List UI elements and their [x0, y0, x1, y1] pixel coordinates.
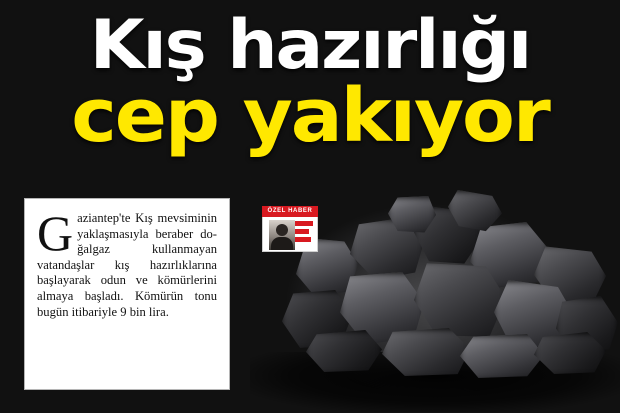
ozel-haber-badge	[262, 206, 318, 252]
badge-label: ÖZEL HABER	[262, 206, 318, 217]
badge-bar-icon	[295, 237, 311, 242]
article-textbox	[24, 198, 230, 390]
headline	[0, 0, 620, 159]
badge-bar-icon	[295, 229, 309, 234]
badge-body	[262, 217, 318, 252]
badge-bars	[295, 221, 313, 245]
headline-line-1: Kış hazırlığı	[89, 6, 531, 85]
article-body: aziantep'te Kış mevsiminin yaklaşmasıyla beraber doğalgaz kullanmayan vatandaşlar kış hazırlıklarına başlayarak odun ve kömürlerini almaya başladı. Kömürün tonu bugün itibariyle 9 bin lira.	[37, 211, 217, 319]
headline-line-2: cep yakıyor	[71, 73, 549, 159]
reporter-avatar-icon	[269, 220, 295, 250]
badge-bar-icon	[295, 221, 313, 226]
drop-cap: G	[37, 205, 74, 261]
